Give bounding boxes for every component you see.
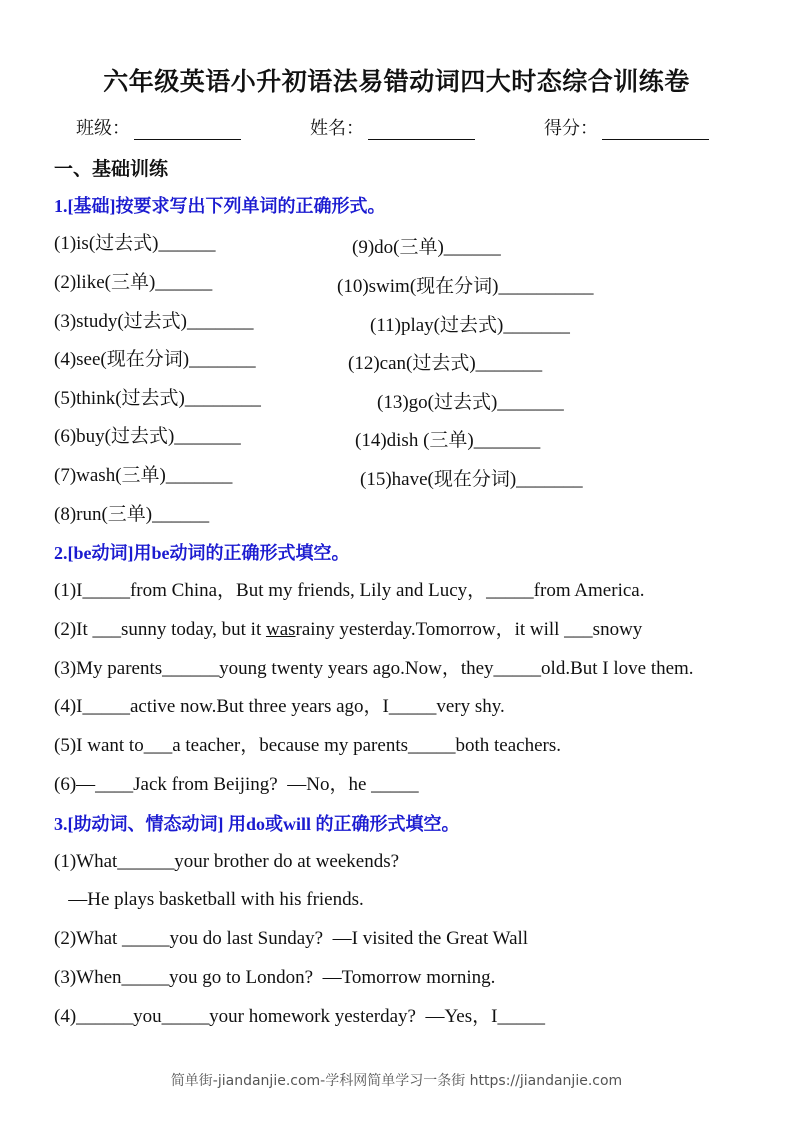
q1-item: (14)dish (三单)_______ [355, 430, 541, 451]
q2-item: (6)—____Jack from Beijing? —No，he _____ [54, 774, 419, 795]
footer-watermark: 简单街-jiandanjie.com-学科网简单学习一条街 https://jiandanjie.com [170, 1073, 623, 1089]
q2-item: (4)I_____active now.But three years ago，I_____very shy. [54, 696, 505, 717]
class-field[interactable] [76, 114, 241, 140]
q1-item: (8)run(三单)______ [54, 504, 210, 525]
score-label: 得分： [544, 118, 598, 139]
name-field[interactable] [310, 114, 475, 140]
q1-item: (11)play(过去式)_______ [370, 315, 570, 336]
q2-item-text: (2)It ___sunny today, but it [54, 619, 266, 640]
q2-item: (3)My parents______young twenty years ago.Now，they_____old.But I love them. [54, 658, 694, 679]
filled-answer: was [265, 619, 296, 640]
q1-item: (9)do(三单)______ [352, 237, 501, 258]
name-label: 姓名： [310, 118, 364, 139]
class-blank[interactable] [134, 121, 241, 140]
section-heading: 一、基础训练 [54, 158, 169, 180]
page-title: 六年级英语小升初语法易错动词四大时态综合训练卷 [103, 67, 690, 96]
class-label: 班级： [76, 118, 130, 139]
q1-heading: 1.[基础]按要求写出下列单词的正确形式。 [54, 196, 386, 216]
q1-item: (13)go(过去式)_______ [377, 392, 564, 413]
q2-heading: 2.[be动词]用be动词的正确形式填空。 [54, 543, 350, 563]
q3-heading: 3.[助动词、情态动词] 用do或will 的正确形式填空。 [54, 814, 460, 834]
q1-item: (1)is(过去式)______ [54, 233, 216, 254]
q3-item: (3)When_____you go to London? —Tomorrow morning. [54, 967, 496, 988]
score-field[interactable] [544, 114, 709, 140]
q2-item: (5)I want to___a teacher，because my parents_____both teachers. [54, 735, 561, 756]
q3-item: (2)What _____you do last Sunday? —I visited the Great Wall [54, 928, 529, 949]
q1-item: (12)can(过去式)_______ [348, 353, 543, 374]
q3-item: (4)______you_____your homework yesterday? —Yes，I_____ [54, 1006, 545, 1027]
q1-item: (2)like(三单)______ [54, 272, 213, 293]
q1-item: (4)see(现在分词)_______ [54, 349, 256, 370]
q1-item: (7)wash(三单)_______ [54, 465, 233, 486]
q1-item: (5)think(过去式)________ [54, 388, 261, 409]
q3-item: —He plays basketball with his friends. [54, 889, 364, 910]
name-blank[interactable] [368, 121, 475, 140]
q2-item: (1)I_____from China，But my friends, Lily and Lucy，_____from America. [54, 580, 645, 601]
q3-item: (1)What______your brother do at weekends? [54, 851, 400, 872]
score-blank[interactable] [602, 121, 709, 140]
q1-item: (10)swim(现在分词)__________ [337, 276, 594, 297]
q2-item [54, 618, 642, 642]
q1-item: (6)buy(过去式)_______ [54, 426, 241, 447]
q1-item: (15)have(现在分词)_______ [360, 469, 583, 490]
q2-item-text: rainy yesterday.Tomorrow，it will ___snowy [295, 619, 643, 640]
q1-item: (3)study(过去式)_______ [54, 311, 254, 332]
